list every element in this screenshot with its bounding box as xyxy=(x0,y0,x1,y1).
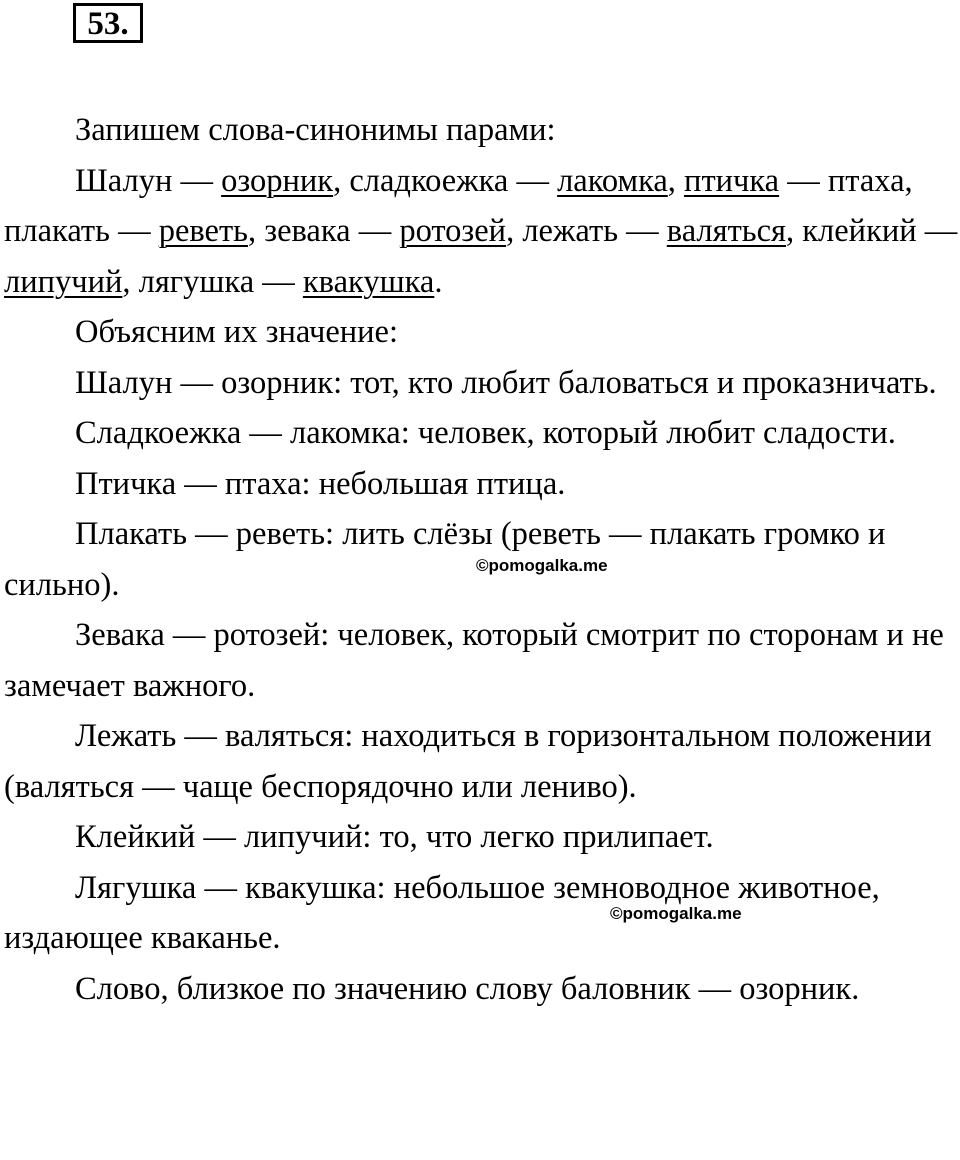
pair-4-a: зевака xyxy=(264,213,351,249)
pair-4-b: ротозей xyxy=(399,213,507,249)
pair-1-b: лакомка xyxy=(557,162,668,199)
pair-7-a: лягушка xyxy=(138,263,255,300)
meaning-lyagushka: Лягушка — квакушка: небольшое земноводное животное, издающее кваканье. xyxy=(4,869,880,956)
conclusion: Слово, близкое по значению слову баловник — озорник. xyxy=(75,970,860,1007)
meaning-sladkoezhka: Сладкоежка — лакомка: человек, который любит сладости. xyxy=(75,415,896,451)
pair-2-b: птаха xyxy=(827,162,905,199)
pair-6-b: липучий xyxy=(4,263,123,300)
exercise-number: 53. xyxy=(73,3,143,43)
pair-6-a: клейкий xyxy=(802,213,917,249)
watermark: ©pomogalka.me xyxy=(610,904,742,923)
synonym-pairs: Шалун — озорник, сладкоежка — лакомка, птичка — птаха, плакать — реветь, зевака — ротозей, лежать — валяться, клейкий — липучий, лягушка — квакушка. xyxy=(4,162,958,300)
pair-3-a: плакать xyxy=(4,213,110,249)
pair-5-b: валяться xyxy=(666,213,786,249)
intro-line: Запишем слова-синонимы парами: xyxy=(75,112,556,148)
watermark: ©pomogalka.me xyxy=(476,556,608,575)
pair-5-a: лежать xyxy=(522,213,619,249)
pair-1-a: сладкоежка xyxy=(349,162,509,199)
meaning-kleykiy: Клейкий — липучий: то, что легко прилипает. xyxy=(75,819,714,855)
explain-intro: Объясним их значение: xyxy=(75,314,398,350)
meaning-ptichka: Птичка — птаха: небольшая птица. xyxy=(75,465,566,502)
pair-3-b: реветь xyxy=(158,213,248,249)
pair-0-a: Шалун xyxy=(75,162,173,199)
meaning-shalun: Шалун — озорник: тот, кто любит баловаться и проказничать. xyxy=(75,364,937,401)
pair-7-b: квакушка xyxy=(302,263,435,300)
meaning-lezhat: Лежать — валяться: находиться в горизонтальном положении (валяться — чаще беспорядочно или лениво). xyxy=(4,718,932,805)
pair-0-b: озорник xyxy=(221,162,334,199)
pair-2-a: птичка xyxy=(684,162,780,199)
meaning-plakat: Плакать — реветь: лить слёзы (реветь — плакать громко и сильно). xyxy=(4,516,886,603)
meaning-zevaka: Зевака — ротозей: человек, который смотрит по сторонам и не замечает важного. xyxy=(4,617,944,704)
